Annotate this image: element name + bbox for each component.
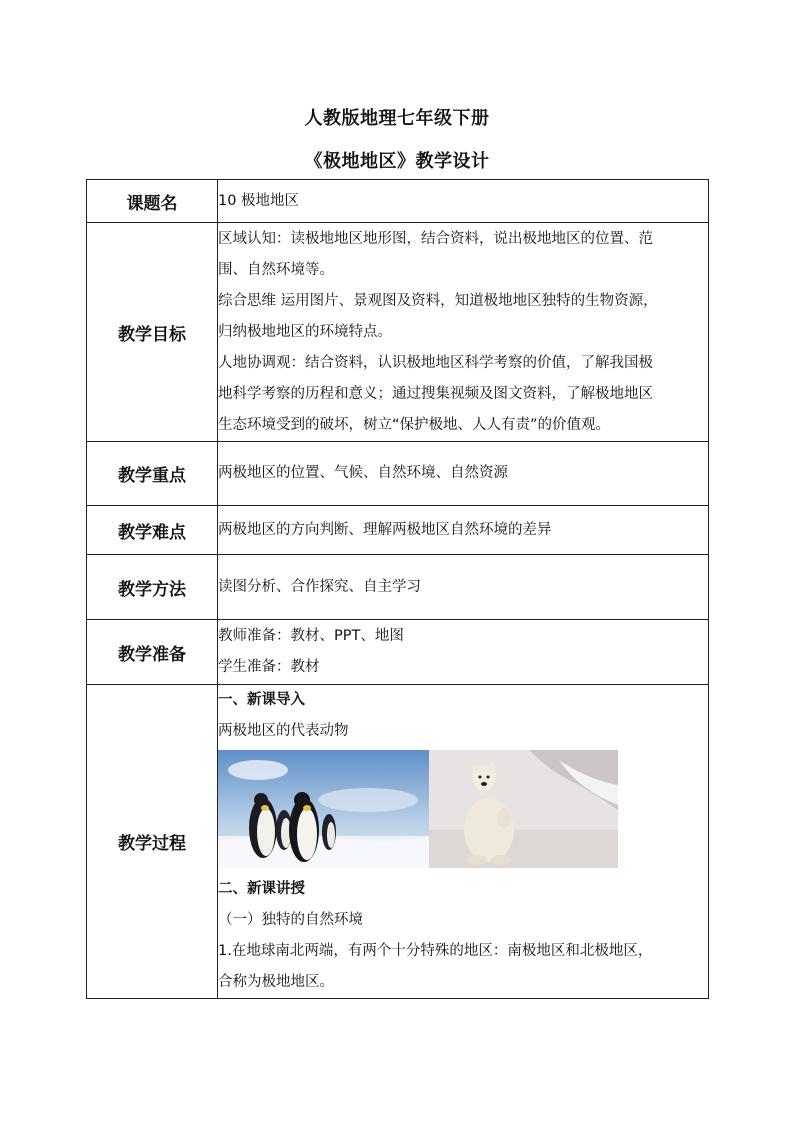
- preparation-line: 教师准备：教材、PPT、地图: [218, 628, 404, 644]
- lesson-plan-table: [86, 179, 709, 999]
- row-difficulties: [87, 506, 709, 555]
- row-process: [87, 685, 709, 999]
- penguins-photo: [218, 750, 429, 868]
- value-topic: 10 极地地区: [218, 180, 709, 223]
- objective-line: 围、自然环境等。: [218, 261, 334, 278]
- row-preparation: [87, 620, 709, 685]
- label-methods: 教学方法: [87, 555, 218, 620]
- value-difficulties: 两极地区的方向判断、理解两极地区自然环境的差异: [218, 506, 709, 555]
- row-objectives: [87, 223, 709, 442]
- subsection-heading: （一）独特的自然环境: [218, 912, 363, 928]
- intro-text: 两极地区的代表动物: [218, 723, 349, 739]
- objective-line: 人地协调观：结合资料，认识极地地区科学考察的价值，了解我国极: [218, 354, 653, 371]
- value-process: [218, 685, 709, 999]
- label-key-points: 教学重点: [87, 442, 218, 506]
- label-difficulties: 教学难点: [87, 506, 218, 555]
- row-topic: [87, 180, 709, 223]
- label-objectives: 教学目标: [87, 223, 218, 442]
- objective-line: 地科学考察的历程和意义；通过搜集视频及图文资料，了解极地地区: [218, 385, 653, 402]
- row-methods: [87, 555, 709, 620]
- label-process: 教学过程: [87, 685, 218, 999]
- preparation-line: 学生准备：教材: [218, 659, 320, 675]
- value-objectives: [218, 223, 709, 442]
- paragraph-line: 合称为极地地区。: [218, 974, 334, 990]
- value-key-points: 两极地区的位置、气候、自然环境、自然资源: [218, 442, 709, 506]
- document-title: 人教版地理七年级下册: [304, 108, 490, 129]
- objective-line: 归纳极地地区的环境特点。: [218, 323, 392, 340]
- label-preparation: 教学准备: [87, 620, 218, 685]
- objective-line: 区域认知：读极地地区地形图，结合资料，说出极地地区的位置、范: [218, 230, 653, 247]
- value-preparation: [218, 620, 709, 685]
- document-subtitle: 《极地地区》教学设计: [304, 151, 490, 172]
- objective-line: 综合思维 运用图片、景观图及资料，知道极地地区独特的生物资源，: [218, 292, 658, 309]
- label-topic: 课题名: [87, 180, 218, 223]
- animal-photos: [218, 750, 708, 868]
- value-methods: 读图分析、合作探究、自主学习: [218, 555, 709, 620]
- section-heading-lecture: 二、新课讲授: [218, 881, 305, 897]
- polar-bear-photo: [429, 750, 618, 868]
- row-key-points: [87, 442, 709, 506]
- paragraph-line: 1.在地球南北两端，有两个十分特殊的地区：南极地区和北极地区，: [218, 943, 653, 959]
- section-heading-intro: 一、新课导入: [218, 692, 305, 708]
- objective-line: 生态环境受到的破坏，树立“保护极地、人人有责”的价值观。: [218, 416, 611, 433]
